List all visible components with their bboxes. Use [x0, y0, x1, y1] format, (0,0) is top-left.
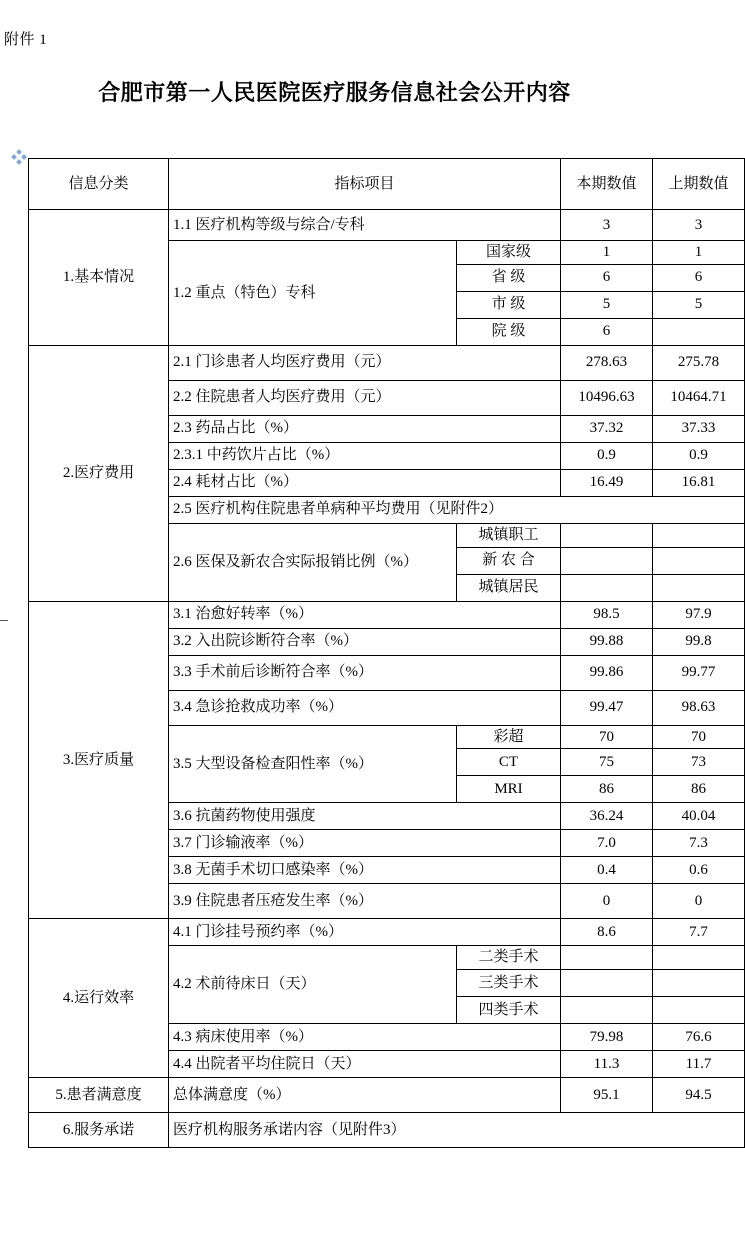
header-previous: 上期数值	[653, 159, 745, 210]
value-current: 99.88	[561, 628, 653, 655]
indicator-cell: 4.3 病床使用率（%）	[169, 1024, 561, 1051]
sub-indicator-cell: 彩超	[457, 725, 561, 749]
sub-indicator-cell: 新 农 合	[457, 547, 561, 574]
indicator-cell: 3.8 无菌手术切口感染率（%）	[169, 857, 561, 884]
value-previous: 7.3	[653, 830, 745, 857]
indicator-cell: 1.2 重点（特色）专科	[169, 241, 457, 346]
table-row	[29, 345, 745, 380]
value-current: 0.9	[561, 442, 653, 469]
value-previous: 99.77	[653, 655, 745, 690]
sub-indicator-cell: 二类手术	[457, 946, 561, 970]
value-current: 16.49	[561, 469, 653, 496]
value-previous	[653, 523, 745, 547]
header-category: 信息分类	[29, 159, 169, 210]
value-previous: 6	[653, 264, 745, 291]
category-cell: 6.服务承诺	[29, 1113, 169, 1148]
indicator-cell: 3.7 门诊输液率（%）	[169, 830, 561, 857]
value-current: 1	[561, 241, 653, 265]
indicator-cell: 2.4 耗材占比（%）	[169, 469, 561, 496]
indicator-cell: 3.6 抗菌药物使用强度	[169, 803, 561, 830]
value-current: 99.47	[561, 690, 653, 725]
indicator-cell: 2.2 住院患者人均医疗费用（元）	[169, 380, 561, 415]
table-row	[29, 1078, 745, 1113]
value-current: 8.6	[561, 919, 653, 946]
value-previous	[653, 574, 745, 601]
value-previous	[653, 946, 745, 970]
table-row	[29, 601, 745, 628]
value-current: 98.5	[561, 601, 653, 628]
value-previous: 275.78	[653, 345, 745, 380]
value-previous: 7.7	[653, 919, 745, 946]
value-previous: 10464.71	[653, 380, 745, 415]
value-current: 0.4	[561, 857, 653, 884]
attachment-label: 附件 1	[4, 32, 48, 48]
sub-indicator-cell: 四类手术	[457, 997, 561, 1024]
sub-indicator-cell: 省 级	[457, 264, 561, 291]
value-current	[561, 970, 653, 997]
indicator-cell: 4.4 出院者平均住院日（天）	[169, 1051, 561, 1078]
sub-indicator-cell: 三类手术	[457, 970, 561, 997]
table-row	[29, 1113, 745, 1148]
indicator-cell: 2.6 医保及新农合实际报销比例（%）	[169, 523, 457, 601]
indicator-cell: 总体满意度（%）	[169, 1078, 561, 1113]
value-previous: 97.9	[653, 601, 745, 628]
indicator-cell: 2.3 药品占比（%）	[169, 415, 561, 442]
indicator-cell: 3.5 大型设备检查阳性率（%）	[169, 725, 457, 803]
value-current: 10496.63	[561, 380, 653, 415]
indicator-cell: 2.3.1 中药饮片占比（%）	[169, 442, 561, 469]
margin-tick	[0, 620, 8, 621]
value-current	[561, 523, 653, 547]
value-current: 6	[561, 264, 653, 291]
category-cell: 2.医疗费用	[29, 345, 169, 601]
sub-indicator-cell: 院 级	[457, 318, 561, 345]
value-previous: 86	[653, 776, 745, 803]
value-previous: 70	[653, 725, 745, 749]
value-current: 5	[561, 291, 653, 318]
value-previous: 16.81	[653, 469, 745, 496]
value-current	[561, 997, 653, 1024]
value-previous: 5	[653, 291, 745, 318]
value-current: 95.1	[561, 1078, 653, 1113]
value-current: 99.86	[561, 655, 653, 690]
value-previous: 98.63	[653, 690, 745, 725]
value-previous	[653, 997, 745, 1024]
value-current: 6	[561, 318, 653, 345]
value-previous	[653, 547, 745, 574]
sub-indicator-cell: MRI	[457, 776, 561, 803]
decorative-dots	[12, 150, 26, 164]
indicator-cell: 3.4 急诊抢救成功率（%）	[169, 690, 561, 725]
value-current: 79.98	[561, 1024, 653, 1051]
indicator-cell: 1.1 医疗机构等级与综合/专科	[169, 210, 561, 241]
indicator-cell: 3.3 手术前后诊断符合率（%）	[169, 655, 561, 690]
value-previous: 0	[653, 884, 745, 919]
value-previous: 40.04	[653, 803, 745, 830]
value-current: 0	[561, 884, 653, 919]
value-previous: 0.6	[653, 857, 745, 884]
value-current: 11.3	[561, 1051, 653, 1078]
value-current: 7.0	[561, 830, 653, 857]
table-header-row	[29, 159, 745, 210]
value-previous	[653, 970, 745, 997]
header-indicator: 指标项目	[169, 159, 561, 210]
value-previous: 1	[653, 241, 745, 265]
indicator-cell: 2.1 门诊患者人均医疗费用（元）	[169, 345, 561, 380]
value-current: 3	[561, 210, 653, 241]
public-info-table	[28, 158, 745, 1148]
value-previous: 73	[653, 749, 745, 776]
indicator-cell: 3.9 住院患者压疮发生率（%）	[169, 884, 561, 919]
sub-indicator-cell: 城镇居民	[457, 574, 561, 601]
sub-indicator-cell: 城镇职工	[457, 523, 561, 547]
sub-indicator-cell: 市 级	[457, 291, 561, 318]
header-current: 本期数值	[561, 159, 653, 210]
value-previous: 76.6	[653, 1024, 745, 1051]
indicator-cell: 4.1 门诊挂号预约率（%）	[169, 919, 561, 946]
value-current: 37.32	[561, 415, 653, 442]
category-cell: 1.基本情况	[29, 210, 169, 346]
sub-indicator-cell: CT	[457, 749, 561, 776]
value-current: 75	[561, 749, 653, 776]
value-current: 36.24	[561, 803, 653, 830]
page-title: 合肥市第一人民医院医疗服务信息社会公开内容	[98, 81, 571, 106]
table-row	[29, 919, 745, 946]
value-previous: 11.7	[653, 1051, 745, 1078]
value-previous: 3	[653, 210, 745, 241]
indicator-cell: 4.2 术前待床日（天）	[169, 946, 457, 1024]
value-previous: 94.5	[653, 1078, 745, 1113]
value-previous	[653, 318, 745, 345]
sub-indicator-cell: 国家级	[457, 241, 561, 265]
value-previous: 99.8	[653, 628, 745, 655]
value-current: 278.63	[561, 345, 653, 380]
value-current	[561, 946, 653, 970]
category-cell: 3.医疗质量	[29, 601, 169, 919]
category-cell: 5.患者满意度	[29, 1078, 169, 1113]
value-current	[561, 547, 653, 574]
table-row	[29, 210, 745, 241]
indicator-cell: 3.2 入出院诊断符合率（%）	[169, 628, 561, 655]
value-current: 70	[561, 725, 653, 749]
indicator-cell: 3.1 治愈好转率（%）	[169, 601, 561, 628]
value-current: 86	[561, 776, 653, 803]
category-cell: 4.运行效率	[29, 919, 169, 1078]
value-current	[561, 574, 653, 601]
value-previous: 0.9	[653, 442, 745, 469]
indicator-cell-full: 医疗机构服务承诺内容（见附件3）	[169, 1113, 745, 1148]
indicator-cell-full: 2.5 医疗机构住院患者单病种平均费用（见附件2）	[169, 496, 745, 523]
value-previous: 37.33	[653, 415, 745, 442]
